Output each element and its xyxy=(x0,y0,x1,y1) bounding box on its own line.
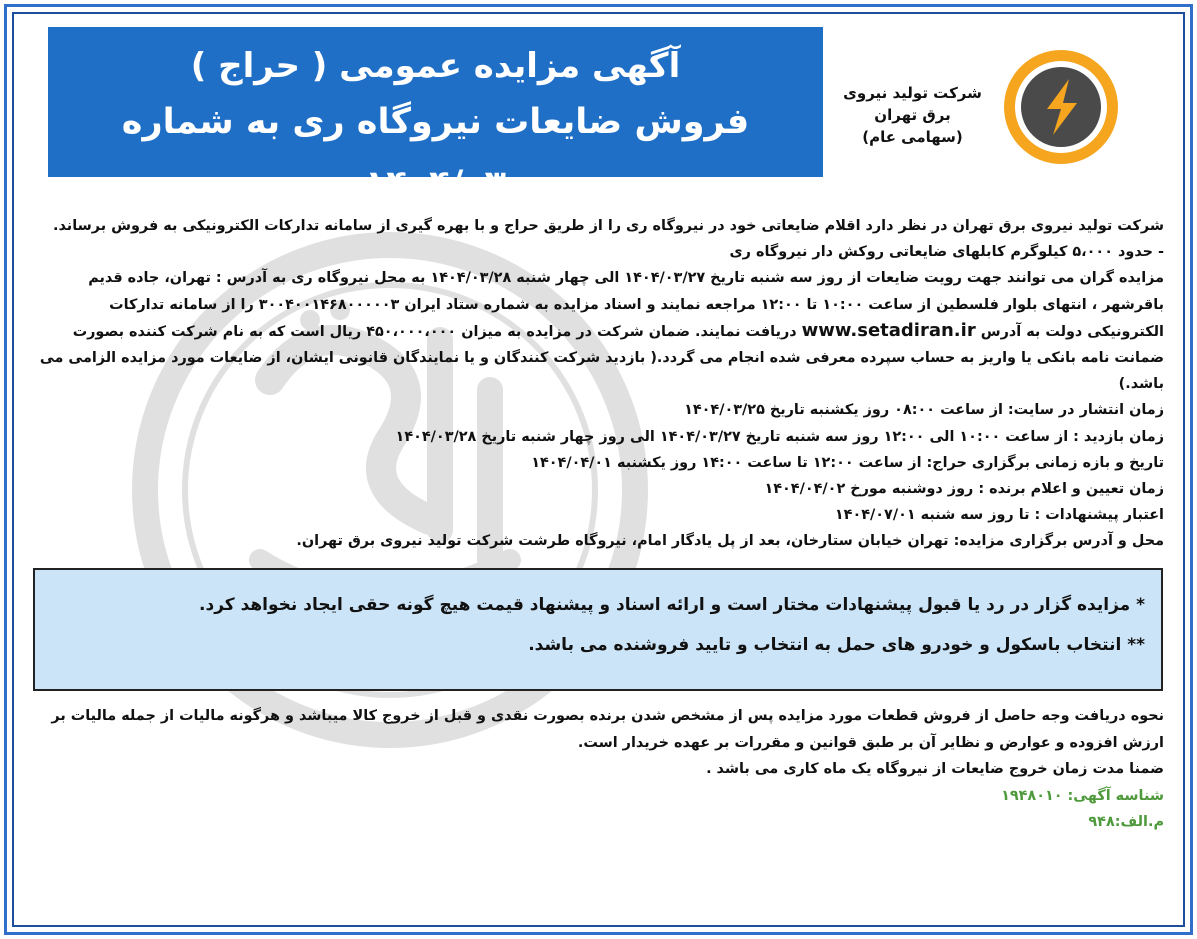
location-text: محل و آدرس برگزاری مزایده: تهران خیابان ستارخان، بعد از پل یادگار امام، نیروگاه طرشت شرکت تولید نیروی برق تهران. xyxy=(296,533,1164,550)
reference-number: م.الف:۹۴۸ xyxy=(1088,814,1164,830)
website-link[interactable]: www.setadiran.ir xyxy=(801,319,976,341)
details-part-1: مزایده گران می توانند جهت رویت ضایعات از روز سه شنبه تاریخ ۱۴۰۴/۰۳/۲۷ الی چهار شنبه ۱۴۰۴/۰۳/۲۸ به محل نیروگاه ری به آدرس : تهران، جاده قدیم باقرشهر ، انتهای بلوار فلسطین از ساعت ۱۰:۰۰ تا ۱۲:۰۰ مراجعه نمایند و اسناد مزایده به شماره ستاد ایران ۳۰۰۴۰۰۱۴۶۸۰۰۰۰۰۳ را از سامانه تدارکات الکترونیکی دولت به آدرس xyxy=(88,270,1164,340)
footer-text xyxy=(32,703,1164,836)
details-part-2: دریافت نمایند. ضمان شرکت در مزایده به میزان ۴۵۰،۰۰۰،۰۰۰ ریال است که به نام شرکت کننده بصورت ضمانت نامه بانکی یا واریز به حساب سپرده معرفی شده انجام می گردد.( بازدید شرکت کنندگان و یا نمایندگان قانونی ایشان، از ضایعات مورد مزایده الزامی می باشد.) xyxy=(39,323,1164,393)
note-2: ** انتخاب باسکول و خودرو های حمل به انتخاب و تایید فروشنده می باشد. xyxy=(528,635,1145,655)
notes-box xyxy=(33,568,1163,691)
company-line-3: (سهامی عام) xyxy=(862,128,963,146)
exit-period-text: ضمنا مدت زمان خروج ضایعات از نیروگاه یک ماه کاری می باشد . xyxy=(706,761,1164,777)
intro-text: شرکت تولید نیروی برق تهران در نظر دارد اقلام ضایعاتی خود در نیروگاه ری را از طریق حراج و با بهره گیری از سامانه تدارکات الکترونیکی به فروش برساند. xyxy=(53,218,1164,234)
ad-id: شناسه آگهی: ۱۹۴۸۰۱۰ xyxy=(1001,787,1164,804)
visit-time: زمان بازدید : از ساعت ۱۰:۰۰ الی ۱۲:۰۰ روز سه شنبه تاریخ ۱۴۰۴/۰۳/۲۷ الی روز چهار شنبه تاریخ ۱۴۰۴/۰۳/۲۸ xyxy=(395,428,1164,445)
publish-time: زمان انتشار در سایت: از ساعت ۰۸:۰۰ روز یکشنبه تاریخ ۱۴۰۴/۰۳/۲۵ xyxy=(684,402,1164,419)
announcement-body xyxy=(32,213,1164,555)
auction-time: تاریخ و بازه زمانی برگزاری حراج: از ساعت ۱۲:۰۰ تا ساعت ۱۴:۰۰ روز یکشنبه ۱۴۰۴/۰۴/۰۱ xyxy=(531,454,1164,471)
company-logo-icon xyxy=(1001,47,1121,167)
company-line-2: برق تهران xyxy=(874,106,951,124)
note-1: * مزایده گزار در رد یا قبول پیشنهادات مختار است و ارائه اسناد و پیشنهاد قیمت هیچ گونه حقی ایجاد نخواهد کرد. xyxy=(199,595,1145,615)
payment-text: نحوه دریافت وجه حاصل از فروش قطعات مورد مزایده پس از مشخص شدن برنده بصورت نقدی و قبل از خروج کالا میباشد و هرگونه مالیات از جمله مالیات بر ارزش افزوده و عوارض و نظایر آن بر طبق قوانین و مقررات بر عهده خریدار است. xyxy=(51,708,1164,751)
details-paragraph xyxy=(32,265,1164,397)
company-name xyxy=(825,82,1000,148)
item-text: - حدود ۵،۰۰۰ کیلوگرم کابلهای ضایعاتی روکش دار نیروگاه ری xyxy=(729,244,1164,261)
validity-text: اعتبار پیشنهادات : تا روز سه شنبه ۱۴۰۴/۰۷/۰۱ xyxy=(834,507,1164,524)
title-line-1: آگهی مزایده عمومی ( حراج ) xyxy=(190,46,681,86)
title-line-2: فروش ضایعات نیروگاه ری به شماره ۱۴۰۴/۰۳ xyxy=(121,102,750,204)
company-line-1: شرکت تولید نیروی xyxy=(843,84,982,102)
winner-time: زمان تعیین و اعلام برنده : روز دوشنبه مورخ ۱۴۰۴/۰۴/۰۲ xyxy=(764,481,1164,498)
title-banner xyxy=(48,27,823,204)
